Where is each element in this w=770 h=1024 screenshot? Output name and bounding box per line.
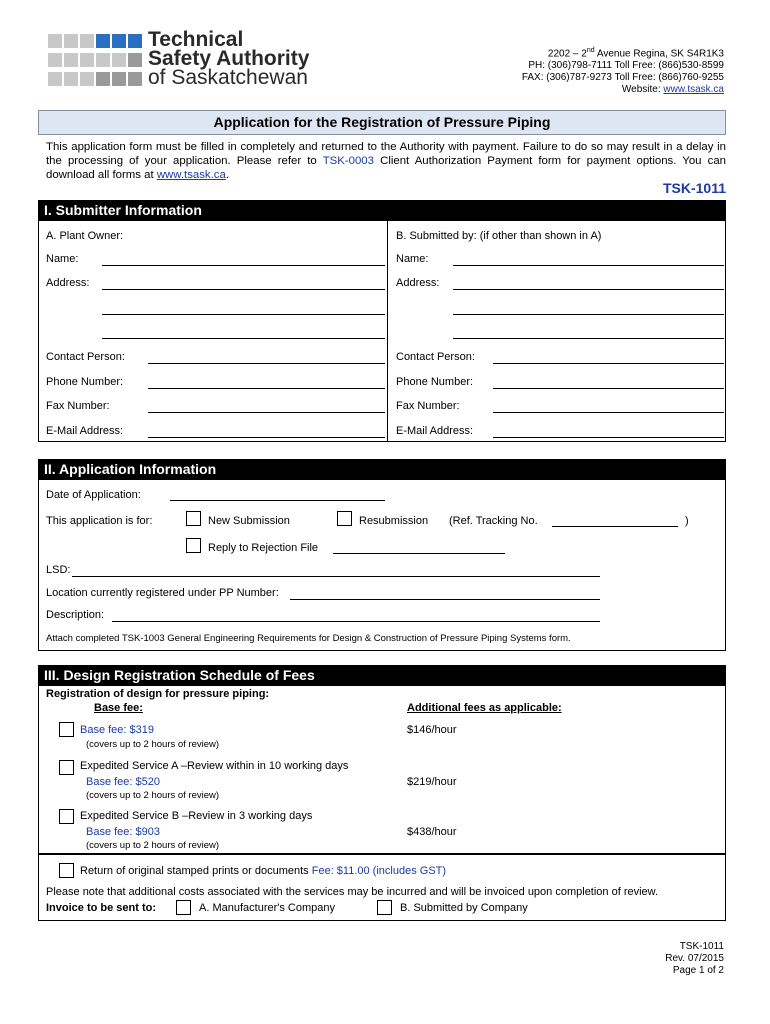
website-link[interactable]: www.tsask.ca bbox=[663, 84, 724, 96]
owner-address-label: Address: bbox=[46, 277, 90, 289]
submitter-address-label: Address: bbox=[396, 277, 440, 289]
expedited-b-note: (covers up to 2 hours of review) bbox=[86, 840, 220, 851]
invoice-submitter-checkbox[interactable] bbox=[377, 900, 392, 915]
logo-line-1: Technical bbox=[148, 28, 244, 51]
submitter-fax-label: Fax Number: bbox=[396, 400, 460, 412]
tsk-0003-link[interactable]: TSK-0003 bbox=[322, 155, 374, 167]
contact-block bbox=[522, 45, 724, 96]
expedited-b-checkbox[interactable] bbox=[59, 809, 74, 824]
return-prints-label: Return of original stamped prints or documents Fee: $11.00 (includes GST) bbox=[80, 865, 447, 877]
footer-page-number: Page 1 of 2 bbox=[672, 965, 724, 976]
section-1-heading: I. Submitter Information bbox=[38, 200, 726, 220]
owner-address-field-1[interactable] bbox=[102, 289, 385, 290]
submitter-address-field-3[interactable] bbox=[453, 338, 724, 339]
form-title: Application for the Registration of Pressure Piping bbox=[38, 110, 726, 135]
rejection-file-field[interactable] bbox=[333, 553, 505, 554]
fax-line: FAX: (306)787-9273 Toll Free: (866)760-9255 bbox=[521, 72, 724, 84]
lsd-field[interactable] bbox=[72, 576, 600, 577]
ref-tracking-field[interactable] bbox=[552, 526, 678, 527]
address-line: 2202 – 2nd Avenue Regina, SK S4R1K3 bbox=[547, 47, 724, 60]
expedited-a-rate: $219/hour bbox=[407, 776, 457, 788]
submitter-name-label: Name: bbox=[396, 253, 429, 265]
description-field[interactable] bbox=[112, 621, 600, 622]
invoice-label: Invoice to be sent to: bbox=[46, 902, 157, 914]
base-fee-rate: $146/hour bbox=[407, 724, 457, 736]
owner-phone-field[interactable] bbox=[148, 388, 385, 389]
return-prints-checkbox[interactable] bbox=[59, 863, 74, 878]
section-2-box bbox=[38, 479, 726, 651]
organization-logo-text bbox=[148, 30, 309, 87]
website-line: Website: www.tsask.ca bbox=[621, 84, 724, 96]
additional-costs-note: Please note that additional costs associated with the services may be incurred and will be invoiced upon completion of review. bbox=[46, 886, 659, 898]
base-fee-note: (covers up to 2 hours of review) bbox=[86, 739, 220, 750]
registration-title: Registration of design for pressure piping: bbox=[46, 688, 270, 700]
submitter-email-label: E-Mail Address: bbox=[396, 425, 474, 437]
owner-address-field-2[interactable] bbox=[102, 314, 385, 315]
submitter-fax-field[interactable] bbox=[493, 412, 724, 413]
owner-phone-label: Phone Number: bbox=[46, 376, 124, 388]
owner-address-field-3[interactable] bbox=[102, 338, 385, 339]
download-link[interactable]: www.tsask.ca bbox=[156, 169, 226, 181]
submitter-contact-label: Contact Person: bbox=[396, 351, 475, 363]
expedited-b-label: Expedited Service B –Review in 3 working days bbox=[80, 810, 313, 822]
pp-number-label: Location currently registered under PP Number: bbox=[46, 587, 279, 599]
submitter-name-field[interactable] bbox=[453, 265, 724, 266]
submitter-email-field[interactable] bbox=[493, 437, 724, 438]
owner-name-field[interactable] bbox=[102, 265, 385, 266]
resubmission-checkbox[interactable] bbox=[337, 511, 352, 526]
owner-contact-field[interactable] bbox=[148, 363, 385, 364]
phone-line: PH: (306)798-7111 Toll Free: (866)530-8599 bbox=[528, 60, 724, 72]
form-number: TSK-1011 bbox=[662, 180, 726, 196]
footer-form-number: TSK-1011 bbox=[679, 941, 724, 952]
application-for-label: This application is for: bbox=[46, 515, 153, 527]
logo-line-3: of Saskatchewan bbox=[148, 66, 308, 89]
expedited-a-fee: Base fee: $520 bbox=[86, 776, 161, 788]
new-submission-label: New Submission bbox=[208, 515, 290, 527]
owner-contact-label: Contact Person: bbox=[46, 351, 125, 363]
base-fee-label: Base fee: $319 bbox=[80, 724, 155, 736]
expedited-a-label: Expedited Service A –Review within in 10 working days bbox=[80, 760, 349, 772]
invoice-manufacturer-label: A. Manufacturer's Company bbox=[199, 902, 335, 914]
reply-rejection-label: Reply to Rejection File bbox=[208, 542, 319, 554]
expedited-a-checkbox[interactable] bbox=[59, 760, 74, 775]
return-fee: Fee: $11.00 (includes GST) bbox=[311, 865, 447, 877]
submitter-address-field-1[interactable] bbox=[453, 289, 724, 290]
logo-line-2: Safety Authority bbox=[148, 47, 310, 70]
owner-email-label: E-Mail Address: bbox=[46, 425, 124, 437]
submitted-by-label: B. Submitted by: (if other than shown in A) bbox=[396, 230, 602, 242]
owner-email-field[interactable] bbox=[148, 437, 385, 438]
pp-number-field[interactable] bbox=[290, 599, 600, 600]
ref-tracking-close: ) bbox=[685, 515, 689, 527]
submitter-phone-label: Phone Number: bbox=[396, 376, 474, 388]
submitter-address-field-2[interactable] bbox=[453, 314, 724, 315]
description-label: Description: bbox=[46, 609, 105, 621]
base-fee-header: Base fee: bbox=[94, 702, 143, 714]
lsd-label: LSD: bbox=[46, 564, 71, 576]
expedited-a-note: (covers up to 2 hours of review) bbox=[86, 790, 220, 801]
owner-fax-label: Fax Number: bbox=[46, 400, 110, 412]
base-fee-checkbox[interactable] bbox=[59, 722, 74, 737]
page-footer bbox=[665, 941, 724, 977]
section-3-heading: III. Design Registration Schedule of Fees bbox=[38, 665, 726, 685]
expedited-b-fee: Base fee: $903 bbox=[86, 826, 161, 838]
logo-mark bbox=[48, 34, 148, 92]
section-2-heading: II. Application Information bbox=[38, 459, 726, 479]
submitter-contact-field[interactable] bbox=[493, 363, 724, 364]
owner-fax-field[interactable] bbox=[148, 412, 385, 413]
section-1-box bbox=[38, 220, 726, 442]
column-divider bbox=[387, 220, 388, 442]
date-label: Date of Application: bbox=[46, 489, 141, 501]
plant-owner-label: A. Plant Owner: bbox=[46, 230, 124, 242]
date-field[interactable] bbox=[170, 500, 385, 501]
submitter-phone-field[interactable] bbox=[493, 388, 724, 389]
invoice-manufacturer-checkbox[interactable] bbox=[176, 900, 191, 915]
resubmission-label: Resubmission bbox=[359, 515, 429, 527]
reply-rejection-checkbox[interactable] bbox=[186, 538, 201, 553]
owner-name-label: Name: bbox=[46, 253, 79, 265]
new-submission-checkbox[interactable] bbox=[186, 511, 201, 526]
expedited-b-rate: $438/hour bbox=[407, 826, 457, 838]
footer-revision: Rev. 07/2015 bbox=[665, 953, 724, 964]
additional-fees-header: Additional fees as applicable: bbox=[407, 702, 562, 714]
intro-paragraph: This application form must be filled in completely and returned to the Authority with payment. Failure to do so may result in a delay in the processing of your application. Please refer to TSK-0003 Client Authorization Payment form for payment options. You can download all forms at www.tsask.ca. bbox=[46, 141, 726, 181]
attach-note: Attach completed TSK-1003 General Engineering Requirements for Design & Construction of Pressure Piping Systems form. bbox=[46, 633, 571, 644]
ref-tracking-label: (Ref. Tracking No. bbox=[449, 515, 538, 527]
invoice-submitter-label: B. Submitted by Company bbox=[400, 902, 528, 914]
